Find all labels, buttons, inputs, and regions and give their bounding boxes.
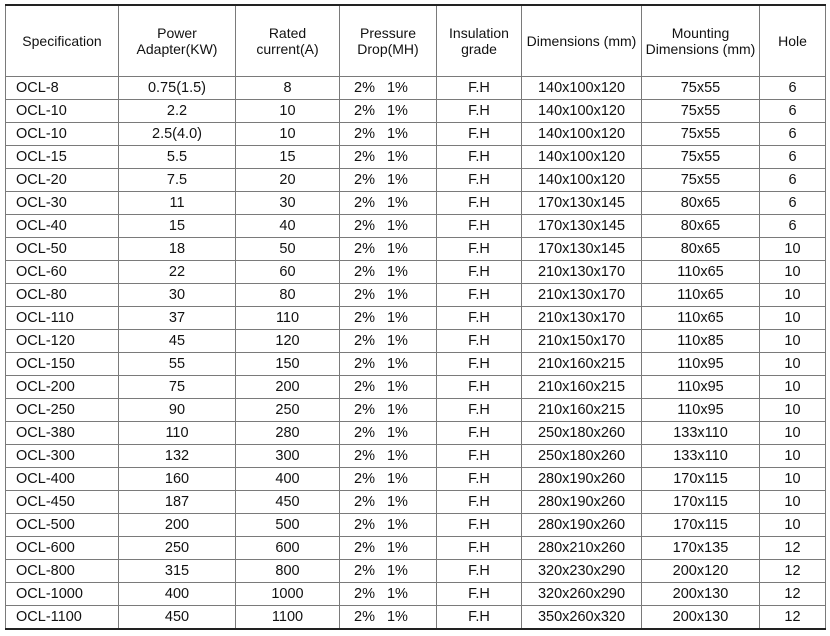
cell-mounting-dimensions: 110x65 [642,307,760,330]
pressure-drop-value-2: 1% [386,471,408,487]
cell-specification: OCL-30 [6,192,119,215]
cell-specification: OCL-380 [6,422,119,445]
cell-rated-current: 1100 [236,606,340,630]
cell-mounting-dimensions: 75x55 [642,169,760,192]
cell-rated-current: 400 [236,468,340,491]
cell-specification: OCL-40 [6,215,119,238]
pressure-drop-value-2: 1% [386,563,408,579]
cell-insulation-grade: F.H [437,560,522,583]
cell-power-adapter: 7.5 [119,169,236,192]
cell-specification: OCL-400 [6,468,119,491]
cell-mounting-dimensions: 80x65 [642,238,760,261]
pressure-drop-value-1: 2% [354,425,375,441]
pressure-drop-value-1: 2% [354,494,375,510]
cell-pressure-drop [340,376,437,399]
pressure-drop-value-1: 2% [354,126,375,142]
cell-dimensions: 280x190x260 [522,491,642,514]
cell-hole: 12 [760,606,826,630]
cell-insulation-grade: F.H [437,583,522,606]
cell-insulation-grade: F.H [437,445,522,468]
table-row [6,376,826,399]
cell-pressure-drop [340,192,437,215]
pressure-drop-value-2: 1% [386,356,408,372]
cell-rated-current: 10 [236,123,340,146]
cell-specification: OCL-50 [6,238,119,261]
pressure-drop-value-2: 1% [386,126,408,142]
cell-rated-current: 250 [236,399,340,422]
cell-rated-current: 15 [236,146,340,169]
cell-insulation-grade: F.H [437,215,522,238]
cell-hole: 12 [760,537,826,560]
cell-specification: OCL-20 [6,169,119,192]
cell-mounting-dimensions: 133x110 [642,445,760,468]
cell-pressure-drop [340,422,437,445]
table-row [6,583,826,606]
pressure-drop-value-1: 2% [354,241,375,257]
cell-dimensions: 320x260x290 [522,583,642,606]
cell-power-adapter: 315 [119,560,236,583]
cell-mounting-dimensions: 200x120 [642,560,760,583]
cell-insulation-grade: F.H [437,376,522,399]
pressure-drop-value-2: 1% [386,103,408,119]
cell-dimensions: 210x150x170 [522,330,642,353]
cell-mounting-dimensions: 110x95 [642,399,760,422]
header-power-adapter: Power Adapter(KW) [119,5,236,77]
table-row [6,192,826,215]
cell-power-adapter: 15 [119,215,236,238]
table-row [6,422,826,445]
cell-pressure-drop [340,261,437,284]
cell-dimensions: 280x190x260 [522,514,642,537]
cell-specification: OCL-80 [6,284,119,307]
cell-insulation-grade: F.H [437,77,522,100]
cell-specification: OCL-1100 [6,606,119,630]
table-row [6,445,826,468]
table-row [6,606,826,630]
table-row [6,123,826,146]
cell-rated-current: 30 [236,192,340,215]
cell-mounting-dimensions: 110x95 [642,353,760,376]
table-row [6,491,826,514]
pressure-drop-value-1: 2% [354,218,375,234]
pressure-drop-value-2: 1% [386,540,408,556]
cell-pressure-drop [340,399,437,422]
cell-mounting-dimensions: 80x65 [642,192,760,215]
pressure-drop-value-2: 1% [386,149,408,165]
cell-dimensions: 210x130x170 [522,284,642,307]
cell-power-adapter: 250 [119,537,236,560]
cell-rated-current: 120 [236,330,340,353]
cell-specification: OCL-450 [6,491,119,514]
header-insulation-grade: Insulation grade [437,5,522,77]
cell-pressure-drop [340,468,437,491]
cell-pressure-drop [340,77,437,100]
cell-power-adapter: 0.75(1.5) [119,77,236,100]
cell-specification: OCL-250 [6,399,119,422]
cell-dimensions: 250x180x260 [522,445,642,468]
cell-pressure-drop [340,606,437,630]
cell-insulation-grade: F.H [437,284,522,307]
header-mounting-dimensions: Mounting Dimensions (mm) [642,5,760,77]
pressure-drop-value-1: 2% [354,379,375,395]
cell-insulation-grade: F.H [437,169,522,192]
cell-insulation-grade: F.H [437,606,522,630]
cell-insulation-grade: F.H [437,146,522,169]
cell-rated-current: 50 [236,238,340,261]
cell-dimensions: 210x160x215 [522,376,642,399]
table-row [6,146,826,169]
cell-rated-current: 300 [236,445,340,468]
cell-rated-current: 8 [236,77,340,100]
cell-insulation-grade: F.H [437,514,522,537]
pressure-drop-value-2: 1% [386,172,408,188]
table-row [6,169,826,192]
table-row [6,353,826,376]
cell-power-adapter: 110 [119,422,236,445]
cell-mounting-dimensions: 110x65 [642,284,760,307]
cell-specification: OCL-1000 [6,583,119,606]
cell-specification: OCL-10 [6,100,119,123]
cell-pressure-drop [340,169,437,192]
cell-pressure-drop [340,215,437,238]
table-row [6,307,826,330]
cell-rated-current: 110 [236,307,340,330]
table-row [6,468,826,491]
cell-insulation-grade: F.H [437,192,522,215]
cell-hole: 10 [760,399,826,422]
cell-hole: 10 [760,261,826,284]
pressure-drop-value-2: 1% [386,241,408,257]
cell-power-adapter: 75 [119,376,236,399]
cell-pressure-drop [340,537,437,560]
cell-insulation-grade: F.H [437,330,522,353]
cell-specification: OCL-110 [6,307,119,330]
cell-specification: OCL-10 [6,123,119,146]
pressure-drop-value-1: 2% [354,103,375,119]
table-row [6,560,826,583]
cell-rated-current: 280 [236,422,340,445]
cell-power-adapter: 450 [119,606,236,630]
cell-dimensions: 140x100x120 [522,123,642,146]
pressure-drop-value-2: 1% [386,264,408,280]
table-row [6,537,826,560]
cell-pressure-drop [340,307,437,330]
cell-hole: 10 [760,238,826,261]
cell-power-adapter: 90 [119,399,236,422]
pressure-drop-value-2: 1% [386,494,408,510]
cell-power-adapter: 400 [119,583,236,606]
pressure-drop-value-2: 1% [386,586,408,602]
pressure-drop-value-1: 2% [354,333,375,349]
header-specification: Specification [6,5,119,77]
cell-pressure-drop [340,100,437,123]
cell-power-adapter: 22 [119,261,236,284]
cell-hole: 6 [760,100,826,123]
cell-pressure-drop [340,445,437,468]
cell-insulation-grade: F.H [437,100,522,123]
header-hole: Hole [760,5,826,77]
pressure-drop-value-1: 2% [354,356,375,372]
cell-insulation-grade: F.H [437,261,522,284]
cell-hole: 10 [760,353,826,376]
cell-mounting-dimensions: 75x55 [642,100,760,123]
cell-hole: 10 [760,445,826,468]
cell-specification: OCL-200 [6,376,119,399]
cell-mounting-dimensions: 75x55 [642,77,760,100]
cell-power-adapter: 2.5(4.0) [119,123,236,146]
cell-hole: 10 [760,376,826,399]
table-body [6,77,826,630]
cell-rated-current: 60 [236,261,340,284]
cell-power-adapter: 45 [119,330,236,353]
header-row [6,5,826,77]
pressure-drop-value-1: 2% [354,540,375,556]
pressure-drop-value-2: 1% [386,425,408,441]
cell-rated-current: 20 [236,169,340,192]
cell-power-adapter: 187 [119,491,236,514]
cell-hole: 10 [760,468,826,491]
table-row [6,261,826,284]
table-row [6,100,826,123]
cell-dimensions: 210x160x215 [522,399,642,422]
pressure-drop-value-1: 2% [354,287,375,303]
pressure-drop-value-2: 1% [386,218,408,234]
cell-dimensions: 350x260x320 [522,606,642,630]
cell-power-adapter: 37 [119,307,236,330]
pressure-drop-value-2: 1% [386,402,408,418]
cell-power-adapter: 30 [119,284,236,307]
cell-pressure-drop [340,123,437,146]
cell-rated-current: 600 [236,537,340,560]
cell-dimensions: 280x210x260 [522,537,642,560]
cell-specification: OCL-500 [6,514,119,537]
cell-hole: 10 [760,491,826,514]
cell-pressure-drop [340,353,437,376]
cell-dimensions: 140x100x120 [522,100,642,123]
table-row [6,238,826,261]
cell-pressure-drop [340,583,437,606]
table-row [6,330,826,353]
cell-rated-current: 10 [236,100,340,123]
cell-mounting-dimensions: 75x55 [642,123,760,146]
cell-power-adapter: 200 [119,514,236,537]
cell-hole: 6 [760,146,826,169]
cell-dimensions: 280x190x260 [522,468,642,491]
pressure-drop-value-1: 2% [354,195,375,211]
cell-rated-current: 1000 [236,583,340,606]
cell-rated-current: 40 [236,215,340,238]
header-dimensions: Dimensions (mm) [522,5,642,77]
cell-dimensions: 140x100x120 [522,77,642,100]
table-row [6,215,826,238]
cell-insulation-grade: F.H [437,537,522,560]
pressure-drop-value-2: 1% [386,517,408,533]
pressure-drop-value-1: 2% [354,471,375,487]
cell-pressure-drop [340,146,437,169]
pressure-drop-value-2: 1% [386,333,408,349]
cell-hole: 6 [760,192,826,215]
pressure-drop-value-2: 1% [386,310,408,326]
cell-dimensions: 170x130x145 [522,215,642,238]
cell-power-adapter: 132 [119,445,236,468]
cell-pressure-drop [340,330,437,353]
cell-pressure-drop [340,491,437,514]
cell-mounting-dimensions: 133x110 [642,422,760,445]
cell-power-adapter: 160 [119,468,236,491]
cell-insulation-grade: F.H [437,307,522,330]
pressure-drop-value-1: 2% [354,448,375,464]
cell-mounting-dimensions: 200x130 [642,583,760,606]
cell-hole: 10 [760,307,826,330]
spec-table [5,4,826,630]
cell-specification: OCL-300 [6,445,119,468]
cell-insulation-grade: F.H [437,491,522,514]
cell-mounting-dimensions: 170x115 [642,514,760,537]
cell-power-adapter: 11 [119,192,236,215]
cell-dimensions: 210x130x170 [522,261,642,284]
cell-dimensions: 250x180x260 [522,422,642,445]
cell-specification: OCL-15 [6,146,119,169]
pressure-drop-value-2: 1% [386,379,408,395]
cell-dimensions: 170x130x145 [522,192,642,215]
pressure-drop-value-2: 1% [386,195,408,211]
cell-specification: OCL-120 [6,330,119,353]
cell-hole: 10 [760,514,826,537]
cell-pressure-drop [340,284,437,307]
pressure-drop-value-2: 1% [386,287,408,303]
pressure-drop-value-1: 2% [354,264,375,280]
header-pressure-drop: Pressure Drop(MH) [340,5,437,77]
cell-rated-current: 450 [236,491,340,514]
cell-mounting-dimensions: 200x130 [642,606,760,630]
cell-specification: OCL-60 [6,261,119,284]
cell-mounting-dimensions: 170x115 [642,491,760,514]
cell-mounting-dimensions: 80x65 [642,215,760,238]
cell-hole: 12 [760,560,826,583]
pressure-drop-value-1: 2% [354,80,375,96]
table-row [6,399,826,422]
cell-insulation-grade: F.H [437,238,522,261]
cell-mounting-dimensions: 170x135 [642,537,760,560]
cell-hole: 6 [760,215,826,238]
pressure-drop-value-1: 2% [354,149,375,165]
pressure-drop-value-1: 2% [354,172,375,188]
pressure-drop-value-1: 2% [354,402,375,418]
cell-insulation-grade: F.H [437,422,522,445]
table-row [6,284,826,307]
cell-dimensions: 210x160x215 [522,353,642,376]
cell-dimensions: 140x100x120 [522,146,642,169]
cell-insulation-grade: F.H [437,123,522,146]
cell-dimensions: 170x130x145 [522,238,642,261]
cell-mounting-dimensions: 110x95 [642,376,760,399]
cell-hole: 6 [760,169,826,192]
table-row [6,514,826,537]
pressure-drop-value-2: 1% [386,80,408,96]
cell-specification: OCL-150 [6,353,119,376]
cell-dimensions: 320x230x290 [522,560,642,583]
cell-insulation-grade: F.H [437,468,522,491]
cell-mounting-dimensions: 170x115 [642,468,760,491]
cell-rated-current: 80 [236,284,340,307]
cell-insulation-grade: F.H [437,399,522,422]
cell-dimensions: 210x130x170 [522,307,642,330]
cell-power-adapter: 55 [119,353,236,376]
cell-insulation-grade: F.H [437,353,522,376]
cell-dimensions: 140x100x120 [522,169,642,192]
cell-rated-current: 150 [236,353,340,376]
cell-mounting-dimensions: 110x65 [642,261,760,284]
cell-hole: 6 [760,77,826,100]
pressure-drop-value-1: 2% [354,609,375,625]
cell-power-adapter: 5.5 [119,146,236,169]
cell-pressure-drop [340,514,437,537]
cell-pressure-drop [340,238,437,261]
cell-rated-current: 800 [236,560,340,583]
header-rated-current: Rated current(A) [236,5,340,77]
cell-hole: 10 [760,330,826,353]
cell-pressure-drop [340,560,437,583]
cell-hole: 6 [760,123,826,146]
pressure-drop-value-1: 2% [354,310,375,326]
cell-rated-current: 200 [236,376,340,399]
cell-power-adapter: 2.2 [119,100,236,123]
pressure-drop-value-2: 1% [386,448,408,464]
cell-hole: 12 [760,583,826,606]
cell-specification: OCL-600 [6,537,119,560]
pressure-drop-value-1: 2% [354,563,375,579]
pressure-drop-value-1: 2% [354,517,375,533]
cell-specification: OCL-8 [6,77,119,100]
table-row [6,77,826,100]
cell-specification: OCL-800 [6,560,119,583]
cell-hole: 10 [760,284,826,307]
pressure-drop-value-2: 1% [386,609,408,625]
cell-rated-current: 500 [236,514,340,537]
cell-mounting-dimensions: 110x85 [642,330,760,353]
cell-power-adapter: 18 [119,238,236,261]
cell-hole: 10 [760,422,826,445]
pressure-drop-value-1: 2% [354,586,375,602]
cell-mounting-dimensions: 75x55 [642,146,760,169]
